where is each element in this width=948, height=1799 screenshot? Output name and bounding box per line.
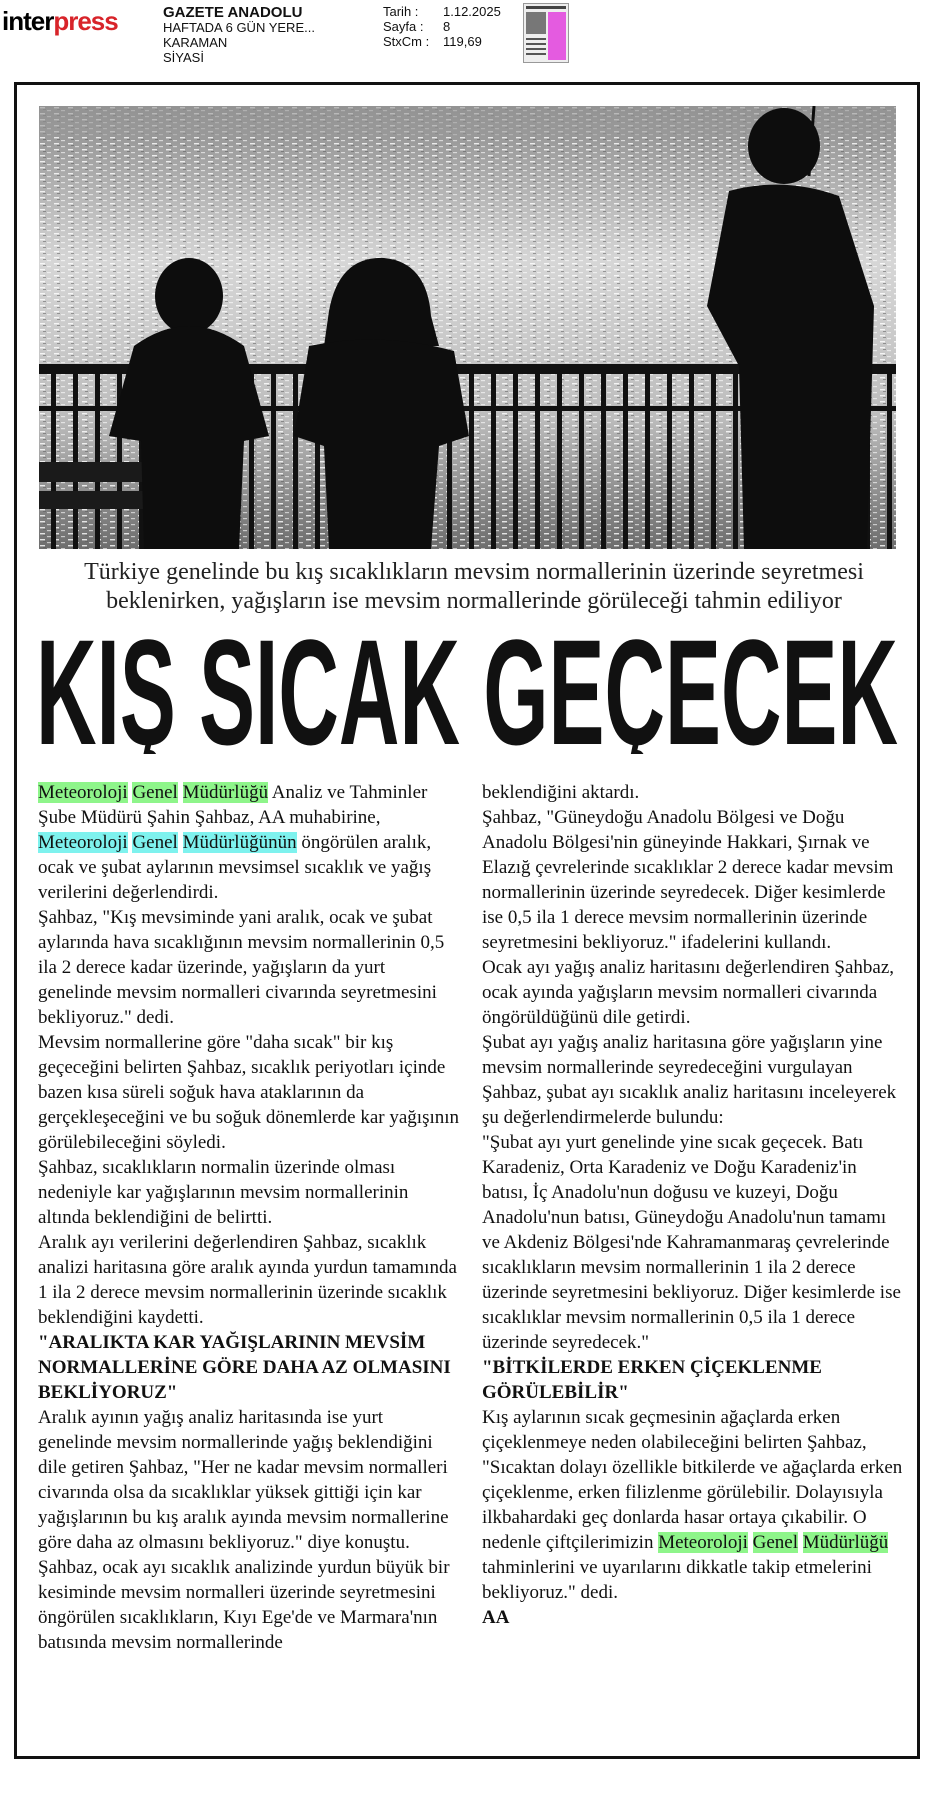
paragraph: Şahbaz, "Güneydoğu Anadolu Bölgesi ve Doğu Anadolu Bölgesi'nin güneyinde Hakkari, Şırnak ve Elazığ çevrelerinde sıcaklıklar 2 derece kadar mevsim normallerinin üzerinde seyredecek. Diğer kesimlerde ise 0,5 ila 1 derece mevsim normallerinin üzerinde seyretmesini bekliyoruz." ifadelerini kullandı. [482,807,894,953]
paragraph: Şahbaz, sıcaklıkların normalin üzerinde olması nedeniyle kar yağışlarının mevsim normallerinin altında beklendiğini de belirtti. [38,1157,409,1228]
highlight-term: Genel [752,1532,799,1553]
paragraph: Kış aylarının sıcak geçmesinin ağaçlarda erken çiçeklenmeye neden olabileceğini belirten Şahbaz, "Sıcaktan dolayı özellikle bitkilerde ve ağaçlarda erken çiçeklenme, erken filizlenme görülebilir. Dolayısıyla ilkbahardaki geç donlarda hasar ortaya çıkabilir. O nedenle çiftçilerimizin Meteoroloji Genel Müdürlüğü tahminlerini ve uyarılarını dikkatle takip etmelerini bekliyoruz." dedi. [482,1407,903,1603]
clipping-header [0,0,948,70]
paragraph: Şubat ayı yağış analiz haritasına göre yağışların yine mevsim normallerinde seyredeceğini vurgulayan Şahbaz, şubat ayı sıcaklık analiz haritasını inceleyerek şu değerlendirmelerde bulundu: [482,1032,897,1128]
paragraph: Şahbaz, "Kış mevsiminde yani aralık, ocak ve şubat aylarında hava sıcaklığının mevsim normallerinin 0,5 ila 2 derece kadar üzerinde, yağışların da yurt genelinde mevsim normalleri civarında seyretmesini bekliyoruz." dedi. [38,907,445,1028]
highlight-term: Müdürlüğünün [182,832,297,853]
article-column-left [38,780,460,1655]
highlight-term: Müdürlüğü [802,1532,889,1553]
article-signature: AA [482,1607,510,1628]
section-heading: "ARALIKTA KAR YAĞIŞLARININ MEVSİM NORMALLERİNE GÖRE DAHA AZ OLMASINI BEKLİYORUZ" [38,1332,451,1403]
article-photo [39,106,896,549]
highlight-term: Meteoroloji [38,782,128,803]
paragraph: Şahbaz, ocak ayı sıcaklık analizinde yurdun büyük bir kesiminde mevsim normalleri üzerinde seyretmesini öngörülen sıcaklıkların, Kıyı Ege'de ve Marmara'nın batısında mevsim normallerinde [38,1557,450,1653]
publication-category: SİYASİ [163,50,204,65]
highlight-term: Genel [132,832,178,853]
publication-info [163,5,315,65]
paragraph: Meteoroloji Genel Müdürlüğü Analiz ve Tahminler Şube Müdürü Şahin Şahbaz, AA muhabirine, Meteoroloji Genel Müdürlüğünün öngörülen aralık, ocak ve şubat aylarının mevsimsel sıcaklık ve yağış verilerini değerlendirdi. [38,782,432,903]
highlight-term: Meteoroloji [658,1532,748,1553]
meta-row-date: Tarih : 1.12.2025 [383,4,501,19]
paragraph: "Şubat ayı yurt genelinde yine sıcak geçecek. Batı Karadeniz, Orta Karadeniz ve Doğu Karadeniz'in batısı, İç Anadolu'nun doğusu ve kuzeyi, Doğu Anadolu'nun batısı, Güneydoğu Anadolu'nun tamamı ve Akdeniz Bölgesi'nde Kahramanmaraş çevrelerinde sıcaklıkların mevsim normallerinin 1 ila 2 derece üzerinde seyretmesini bekliyoruz. Diğer kesimlerde ise sıcaklıklar mevsim normallerinin 0,5 ila 1 derece üzerinde seyredecek." [482,1132,901,1353]
paragraph: beklendiğini aktardı. [482,782,640,803]
headline-text: KIŞ SICAK GEÇECEK [36,632,898,754]
paragraph: Mevsim normallerine göre "daha sıcak" bir kış geçeceğini belirten Şahbaz, sıcaklık periyotları içinde bazen kısa süreli soğuk hava ataklarının da gerçekleşeceğini ve bu soğuk dönemlerde kar yağışının görülebileceğini söyledi. [38,1032,460,1153]
paragraph: Aralık ayı verilerini değerlendiren Şahbaz, sıcaklık analizi haritasına göre aralık ayında yurdun tamamında 1 ila 2 derece mevsim normallerinin üzerinde sıcaklık beklendiğini kaydetti. [38,1232,457,1328]
logo-accent-text: press [53,6,118,36]
meta-row-size: StxCm : 119,69 [383,34,482,49]
article-column-right [482,780,904,1630]
highlight-term: Genel [132,782,178,803]
highlight-term: Meteoroloji [38,832,128,853]
meta-row-page: Sayfa : 8 [383,19,451,34]
logo-text: inter [2,6,54,36]
publication-name: GAZETE ANADOLU [163,4,303,21]
clipping-meta [383,4,501,49]
paragraph: Aralık ayının yağış analiz haritasında ise yurt genelinde mevsim normallerinde yağış beklendiğini dile getiren Şahbaz, "Her ne kadar mevsim normalleri civarında olsa da sıcaklıklar yüksek gittiği için kar yağışlarının bu kış aralık ayında mevsim normallerine göre daha az olmasını bekliyoruz." diye konuştu. [38,1407,449,1553]
article-subheadline: Türkiye genelinde bu kış sıcaklıkların mevsim normallerinin üzerinde seyretmesi beklenirken, yağışların ise mevsim normallerinde görüleceği tahmin ediliyor [84,559,864,614]
page-thumbnail[interactable] [523,3,569,63]
highlight-term: Müdürlüğü [182,782,269,803]
article-headline [36,632,898,754]
paragraph: Ocak ayı yağış analiz haritasını değerlendiren Şahbaz, ocak ayında yağışların mevsim normalleri civarında öngörüldüğünü dile getirdi. [482,957,895,1028]
section-heading: "BİTKİLERDE ERKEN ÇİÇEKLENME GÖRÜLEBİLİR" [482,1357,822,1403]
interpress-logo [2,6,118,37]
publication-frequency: HAFTADA 6 GÜN YERE... [163,20,315,35]
publication-city: KARAMAN [163,35,228,50]
